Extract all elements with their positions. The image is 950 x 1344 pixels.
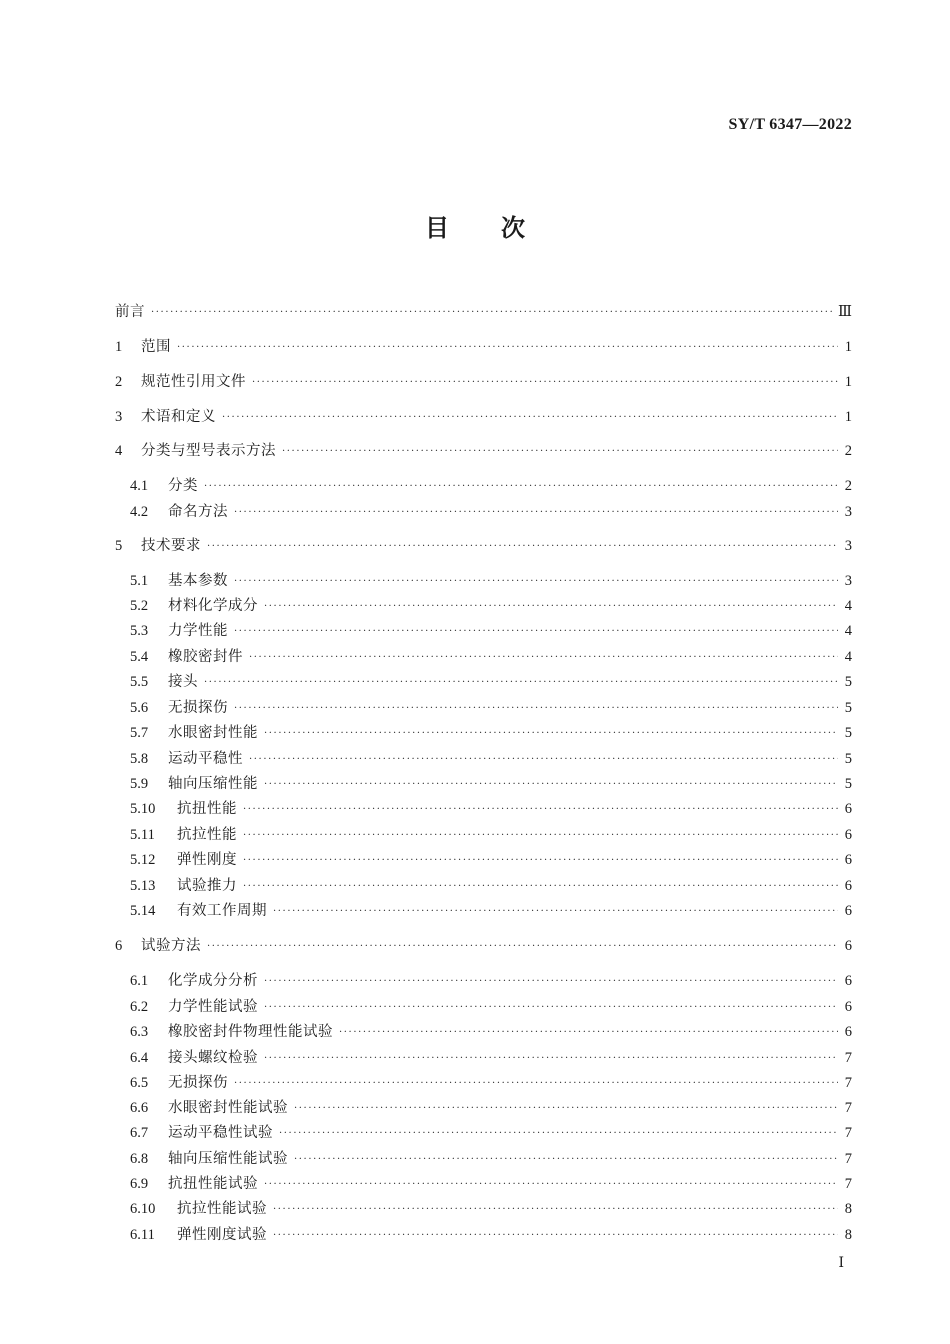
- toc-entry[interactable]: [130, 1124, 852, 1142]
- toc-entry-label: 运动平稳性试验: [168, 1125, 273, 1141]
- toc-entry-number: 6.4: [130, 1050, 149, 1066]
- toc-dot-leader: [249, 649, 838, 667]
- toc-entry[interactable]: [130, 673, 852, 691]
- toc-entry-number: 5.1: [130, 573, 149, 589]
- toc-entry-number: 6.2: [130, 999, 149, 1015]
- toc-dot-leader: [249, 751, 838, 769]
- toc-entry[interactable]: [115, 937, 852, 955]
- toc-dot-leader: [282, 443, 838, 461]
- toc-dot-leader: [177, 339, 838, 357]
- toc-entry-label: 范围: [141, 339, 171, 355]
- toc-entry-number: 5.13: [130, 878, 156, 894]
- toc-entry-label: 抗扭性能试验: [168, 1176, 258, 1192]
- toc-entry-number: 1: [115, 339, 123, 355]
- toc-entry-page: 1: [844, 409, 852, 425]
- toc-dot-leader: [243, 827, 838, 845]
- toc-entry[interactable]: [130, 877, 852, 895]
- toc-entry-page: 6: [844, 903, 852, 919]
- page-title-char-2: 次: [501, 214, 525, 242]
- toc-entry-number: 5.2: [130, 598, 149, 614]
- toc-entry-label: 术语和定义: [141, 409, 216, 425]
- toc-entry-number: 6: [115, 938, 123, 954]
- toc-entry[interactable]: [115, 373, 852, 391]
- toc-entry-page: 6: [844, 1024, 852, 1040]
- toc-entry-page: 6: [844, 827, 852, 843]
- toc-dot-leader: [204, 478, 838, 496]
- toc-dot-leader: [264, 999, 838, 1017]
- toc-dot-leader: [339, 1024, 838, 1042]
- toc-entry-page: 1: [844, 374, 852, 390]
- toc-dot-leader: [273, 1201, 838, 1219]
- toc-entry-page: 5: [844, 700, 852, 716]
- toc-entry-page: 5: [844, 776, 852, 792]
- toc-entry-number: 6.11: [130, 1227, 155, 1243]
- toc-dot-leader: [207, 938, 838, 956]
- toc-entry-label: 弹性刚度: [177, 852, 237, 868]
- toc-entry-page: 7: [844, 1125, 852, 1141]
- toc-entry-page: 8: [844, 1201, 852, 1217]
- toc-entry-number: 5.6: [130, 700, 149, 716]
- toc-entry[interactable]: [130, 902, 852, 920]
- toc-entry-label: 运动平稳性: [168, 751, 243, 767]
- toc-entry[interactable]: [130, 648, 852, 666]
- toc-dot-leader: [243, 878, 838, 896]
- toc-dot-leader: [264, 776, 838, 794]
- toc-entry[interactable]: [115, 442, 852, 460]
- toc-entry-page: 6: [844, 878, 852, 894]
- toc-entry[interactable]: [130, 775, 852, 793]
- toc-entry[interactable]: [130, 503, 852, 521]
- toc-entry-label: 水眼密封性能: [168, 725, 258, 741]
- toc-entry-number: 2: [115, 374, 123, 390]
- page-title-char-1: 目: [425, 214, 449, 242]
- toc-entry-label: 技术要求: [141, 538, 201, 554]
- toc-entry-page: 4: [844, 649, 852, 665]
- toc-entry-number: 6.6: [130, 1100, 149, 1116]
- toc-dot-leader: [243, 801, 838, 819]
- toc-entry[interactable]: [130, 1150, 852, 1168]
- toc-entry-page: 4: [844, 598, 852, 614]
- toc-entry-label: 化学成分分析: [168, 973, 258, 989]
- toc-dot-leader: [234, 700, 838, 718]
- toc-entry-number: 5: [115, 538, 123, 554]
- toc-dot-leader: [264, 598, 838, 616]
- toc-dot-leader: [264, 1050, 838, 1068]
- toc-entry-number: 5.12: [130, 852, 156, 868]
- page-title: [0, 208, 950, 243]
- toc-entry-page: 5: [844, 674, 852, 690]
- toc-entry-label: 基本参数: [168, 573, 228, 589]
- toc-entry-page: 7: [844, 1050, 852, 1066]
- toc-entry-label: 有效工作周期: [177, 903, 267, 919]
- toc-entry-page: 6: [844, 973, 852, 989]
- toc-entry-label: 无损探伤: [168, 700, 228, 716]
- toc-dot-leader: [264, 973, 838, 991]
- toc-dot-leader: [222, 409, 838, 427]
- toc-entry[interactable]: [130, 750, 852, 768]
- toc-entry-number: 4.2: [130, 504, 149, 520]
- toc-entry-number: 5.9: [130, 776, 149, 792]
- toc-dot-leader: [294, 1100, 838, 1118]
- toc-entry[interactable]: [130, 800, 852, 818]
- toc-entry-label: 橡胶密封件: [168, 649, 243, 665]
- toc-dot-leader: [234, 1075, 838, 1093]
- toc-entry-page: 5: [844, 725, 852, 741]
- toc-entry-label: 接头螺纹检验: [168, 1050, 258, 1066]
- toc-dot-leader: [273, 1227, 838, 1245]
- toc-entry-number: 5.7: [130, 725, 149, 741]
- toc-entry[interactable]: [130, 1175, 852, 1193]
- toc-dot-leader: [234, 573, 838, 591]
- toc-entry-label: 接头: [168, 674, 198, 690]
- toc-entry-label: 试验推力: [177, 878, 237, 894]
- toc-entry-page: 4: [844, 623, 852, 639]
- toc-entry[interactable]: [115, 303, 852, 321]
- toc-entry-number: 5.14: [130, 903, 156, 919]
- toc-entry-number: 6.8: [130, 1151, 149, 1167]
- toc-entry-page: Ⅲ: [838, 304, 852, 320]
- toc-dot-leader: [279, 1125, 838, 1143]
- toc-entry-label: 分类与型号表示方法: [141, 443, 276, 459]
- toc-entry[interactable]: [130, 1023, 852, 1041]
- toc-entry-page: 6: [844, 999, 852, 1015]
- toc-entry-label: 试验方法: [141, 938, 201, 954]
- toc-entry[interactable]: [130, 972, 852, 990]
- toc-entry-label: 抗扭性能: [177, 801, 237, 817]
- toc-entry-number: 6.7: [130, 1125, 149, 1141]
- toc-entry-page: 6: [844, 852, 852, 868]
- toc-dot-leader: [234, 623, 838, 641]
- toc-entry-label: 轴向压缩性能: [168, 776, 258, 792]
- toc-entry-page: 3: [844, 538, 852, 554]
- toc-entry-label: 弹性刚度试验: [177, 1227, 267, 1243]
- toc-entry-number: 4: [115, 443, 123, 459]
- toc-entry[interactable]: [130, 1099, 852, 1117]
- toc-entry-page: 6: [844, 801, 852, 817]
- toc-entry-page: 7: [844, 1100, 852, 1116]
- page-folio: Ⅰ: [838, 1256, 844, 1271]
- toc-entry[interactable]: [130, 1200, 852, 1218]
- toc-entry-number: 5.8: [130, 751, 149, 767]
- toc-entry-page: 6: [844, 938, 852, 954]
- toc-dot-leader: [252, 374, 838, 392]
- toc-dot-leader: [273, 903, 838, 921]
- toc-entry-number: 4.1: [130, 478, 149, 494]
- toc-entry-number: 5.5: [130, 674, 149, 690]
- toc-entry-number: 5.11: [130, 827, 155, 843]
- toc-entry-label: 抗拉性能: [177, 827, 237, 843]
- toc-entry-number: 5.10: [130, 801, 156, 817]
- toc-entry-label: 分类: [168, 478, 198, 494]
- toc-dot-leader: [151, 304, 834, 322]
- toc-entry-label: 橡胶密封件物理性能试验: [168, 1024, 333, 1040]
- toc-entry[interactable]: [115, 537, 852, 555]
- toc-entry-page: 7: [844, 1176, 852, 1192]
- toc-dot-leader: [234, 504, 838, 522]
- toc-entry[interactable]: [130, 1074, 852, 1092]
- toc-entry-number: 6.3: [130, 1024, 149, 1040]
- toc-entry[interactable]: [115, 408, 852, 426]
- toc-dot-leader: [204, 674, 838, 692]
- toc-entry[interactable]: [130, 597, 852, 615]
- toc-entry[interactable]: [130, 622, 852, 640]
- toc-entry-number: 5.3: [130, 623, 149, 639]
- toc-entry[interactable]: [130, 851, 852, 869]
- toc-entry-number: 6.1: [130, 973, 149, 989]
- toc-entry-label: 抗拉性能试验: [177, 1201, 267, 1217]
- toc-dot-leader: [207, 538, 838, 556]
- toc-entry-label: 命名方法: [168, 504, 228, 520]
- toc-entry-page: 7: [844, 1151, 852, 1167]
- toc-dot-leader: [294, 1151, 838, 1169]
- toc-entry-label: 力学性能: [168, 623, 228, 639]
- toc-entry-number: 3: [115, 409, 123, 425]
- toc-entry[interactable]: [130, 572, 852, 590]
- toc-entry-number: 6.9: [130, 1176, 149, 1192]
- toc-entry-page: 1: [844, 339, 852, 355]
- toc-dot-leader: [264, 725, 838, 743]
- toc-entry-page: 7: [844, 1075, 852, 1091]
- toc-entry[interactable]: [130, 1226, 852, 1244]
- toc-entry[interactable]: [130, 699, 852, 717]
- standard-code: SY/T 6347—2022: [728, 116, 852, 133]
- toc-entry-page: 2: [844, 443, 852, 459]
- toc-entry-number: 5.4: [130, 649, 149, 665]
- toc-entry-page: 8: [844, 1227, 852, 1243]
- toc-entry-label: 前言: [115, 304, 145, 320]
- toc-entry-number: 6.5: [130, 1075, 149, 1091]
- toc-dot-leader: [264, 1176, 838, 1194]
- toc-entry[interactable]: [130, 826, 852, 844]
- toc-entry-label: 水眼密封性能试验: [168, 1100, 288, 1116]
- toc-entry-label: 无损探伤: [168, 1075, 228, 1091]
- toc-entry-number: 6.10: [130, 1201, 156, 1217]
- toc-entry-label: 轴向压缩性能试验: [168, 1151, 288, 1167]
- toc-entry-label: 材料化学成分: [168, 598, 258, 614]
- toc-entry[interactable]: [115, 338, 852, 356]
- toc-entry-page: 2: [844, 478, 852, 494]
- toc-entry-label: 规范性引用文件: [141, 374, 246, 390]
- toc-dot-leader: [243, 852, 838, 870]
- toc-entry[interactable]: [130, 998, 852, 1016]
- toc-entry-page: 3: [844, 504, 852, 520]
- toc-entry[interactable]: [130, 724, 852, 742]
- toc-entry-page: 3: [844, 573, 852, 589]
- toc-entry[interactable]: [130, 1049, 852, 1067]
- toc-entry[interactable]: [130, 477, 852, 495]
- toc-entry-label: 力学性能试验: [168, 999, 258, 1015]
- toc-entry-page: 5: [844, 751, 852, 767]
